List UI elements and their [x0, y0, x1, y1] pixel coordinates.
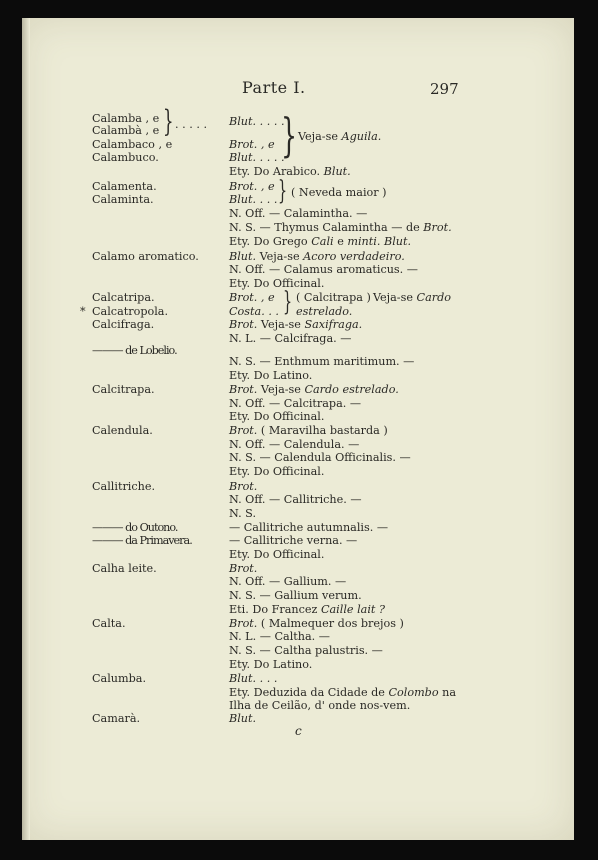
etymology: Ety. Do Latino. — [229, 658, 313, 671]
scientific-name: N. S. — [229, 507, 257, 520]
source: Brot. — [229, 480, 258, 493]
headword-subentry: ——— da Primavera. — [92, 534, 192, 547]
source: Brot. , e — [229, 180, 275, 193]
source: Blut. — [229, 712, 257, 725]
vernacular-name: ( Neveda maior ) — [291, 186, 387, 199]
source: Blut. . . . — [229, 672, 278, 685]
scientific-name: N. S. — Gallium verum. — [229, 589, 362, 602]
official-name: N. Off. — Callitriche. — — [229, 493, 362, 506]
brace: } — [163, 104, 174, 139]
scientific-name: N. S. — Enthmum maritimum. — — [229, 355, 415, 368]
latin-name: N. L. — Calcifraga. — — [229, 332, 352, 345]
signature-mark: c — [295, 724, 302, 738]
headword: Calamenta. — [92, 180, 157, 193]
vernacular-line: Brot. ( Malmequer dos brejos ) — [229, 617, 404, 630]
headword: Calcitrapa. — [92, 383, 155, 396]
asterisk-mark: * — [80, 305, 86, 318]
etymology: Eti. Do Francez Caille lait ? — [229, 603, 385, 616]
cross-reference-continuation: estrelado. — [296, 305, 353, 318]
leader-dots: . . . . . — [175, 118, 208, 131]
source: Brot. , e — [229, 138, 275, 151]
etymology: Ety. Deduzida da Cidade de Colombo na — [229, 686, 457, 699]
brace: } — [281, 108, 298, 162]
etymology: Ety. Do Grego Cali e minti. Blut. — [229, 235, 412, 248]
etymology: Ety. Do Arabico. Blut. — [229, 165, 351, 178]
official-name: N. Off. — Calamintha. — — [229, 207, 368, 220]
headword: Calha leite. — [92, 562, 157, 575]
etymology: Ety. Do Officinal. — [229, 277, 325, 290]
source: Brot. — [229, 562, 258, 575]
headword-subentry: ——— de Lobelio. — [92, 344, 177, 357]
headword: Calumba. — [92, 672, 147, 685]
headword: Calcifraga. — [92, 318, 155, 331]
source: Blut. . . . . — [229, 115, 285, 128]
brace: } — [278, 176, 288, 206]
etymology: Ety. Do Officinal. — [229, 465, 325, 478]
official-name: N. Off. — Calamus aromaticus. — — [229, 263, 418, 276]
headword: Calamba , e — [92, 112, 160, 125]
cross-reference: Brot. Veja-se Saxifraga. — [229, 318, 363, 331]
official-name: N. Off. — Calendula. — — [229, 438, 360, 451]
cross-reference: Blut. Veja-se Acoro verdadeiro. — [229, 250, 405, 263]
scientific-name: — Callitriche verna. — — [229, 534, 358, 547]
headword: Calcatripa. — [92, 291, 155, 304]
page-number: 297 — [430, 80, 459, 98]
scientific-name: — Callitriche autumnalis. — — [229, 521, 389, 534]
headword: Calendula. — [92, 424, 153, 437]
cross-reference: Veja-se Aguila. — [298, 130, 382, 143]
official-name: N. Off. — Gallium. — — [229, 575, 347, 588]
headword: Calcatropola. — [92, 305, 169, 318]
headword-subentry: ——— do Outono. — [92, 521, 178, 534]
scientific-name: N. S. — Thymus Calamintha — de Brot. — [229, 221, 452, 234]
running-head: Parte I. — [242, 78, 306, 97]
etymology-continuation: Ilha de Ceilão, d' onde nos-vem. — [229, 699, 411, 712]
brace: } — [283, 287, 293, 317]
etymology: Ety. Do Officinal. — [229, 548, 325, 561]
source: Costa. . . — [229, 305, 279, 318]
cross-reference: Veja-se Cardo — [373, 291, 451, 304]
source: Blut. . . . . — [229, 151, 285, 164]
vernacular-name: ( Calcitrapa ) — [296, 291, 371, 304]
etymology: Ety. Do Officinal. — [229, 410, 325, 423]
headword: Calaminta. — [92, 193, 154, 206]
etymology: Ety. Do Latino. — [229, 369, 313, 382]
headword: Calambuco. — [92, 151, 159, 164]
headword: Callitriche. — [92, 480, 156, 493]
scientific-name: N. S. — Caltha palustris. — — [229, 644, 383, 657]
source: Blut. . . . — [229, 193, 278, 206]
headword: Calta. — [92, 617, 126, 630]
latin-name: N. L. — Caltha. — — [229, 630, 330, 643]
headword: Calambaco , e — [92, 138, 173, 151]
official-name: N. Off. — Calcitrapa. — — [229, 397, 362, 410]
headword: Calambà , e — [92, 124, 160, 137]
headword: Calamo aromatico. — [92, 250, 199, 263]
vernacular-line: Brot. ( Maravilha bastarda ) — [229, 424, 388, 437]
scientific-name: N. S. — Calendula Officinalis. — — [229, 451, 411, 464]
headword: Camarà. — [92, 712, 141, 725]
source: Brot. , e — [229, 291, 275, 304]
cross-reference: Brot. Veja-se Cardo estrelado. — [229, 383, 399, 396]
